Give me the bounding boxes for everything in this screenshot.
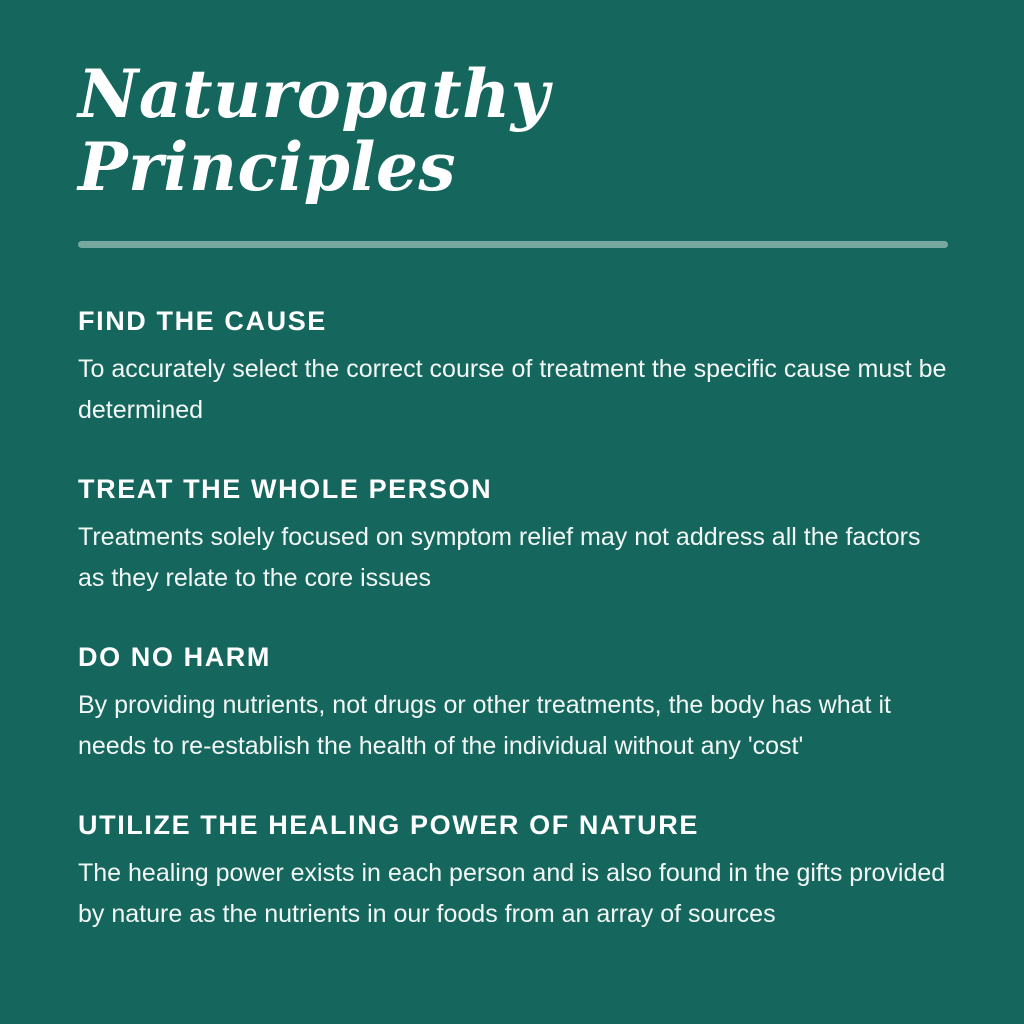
principle-body: The healing power exists in each person and is also found in the gifts provided by nature as the nutrients in our foods from an array of sources bbox=[78, 859, 946, 928]
title-divider bbox=[78, 241, 948, 248]
principle-heading: FIND THE CAUSE bbox=[78, 306, 327, 337]
list-item bbox=[78, 474, 948, 598]
list-item bbox=[78, 810, 948, 934]
principle-heading: DO NO HARM bbox=[78, 642, 271, 673]
list-item bbox=[78, 306, 948, 430]
principle-body: To accurately select the correct course of treatment the specific cause must be determined bbox=[78, 355, 947, 424]
page-title: Naturopathy Principles bbox=[78, 55, 550, 206]
principle-body: Treatments solely focused on symptom relief may not address all the factors as they relate to the core issues bbox=[78, 523, 921, 592]
principle-heading: UTILIZE THE HEALING POWER OF NATURE bbox=[78, 810, 699, 841]
principle-body: By providing nutrients, not drugs or other treatments, the body has what it needs to re-establish the health of the individual without any 'cost' bbox=[78, 691, 891, 760]
principles-list bbox=[78, 306, 948, 934]
principle-heading: TREAT THE WHOLE PERSON bbox=[78, 474, 493, 505]
list-item bbox=[78, 642, 948, 766]
